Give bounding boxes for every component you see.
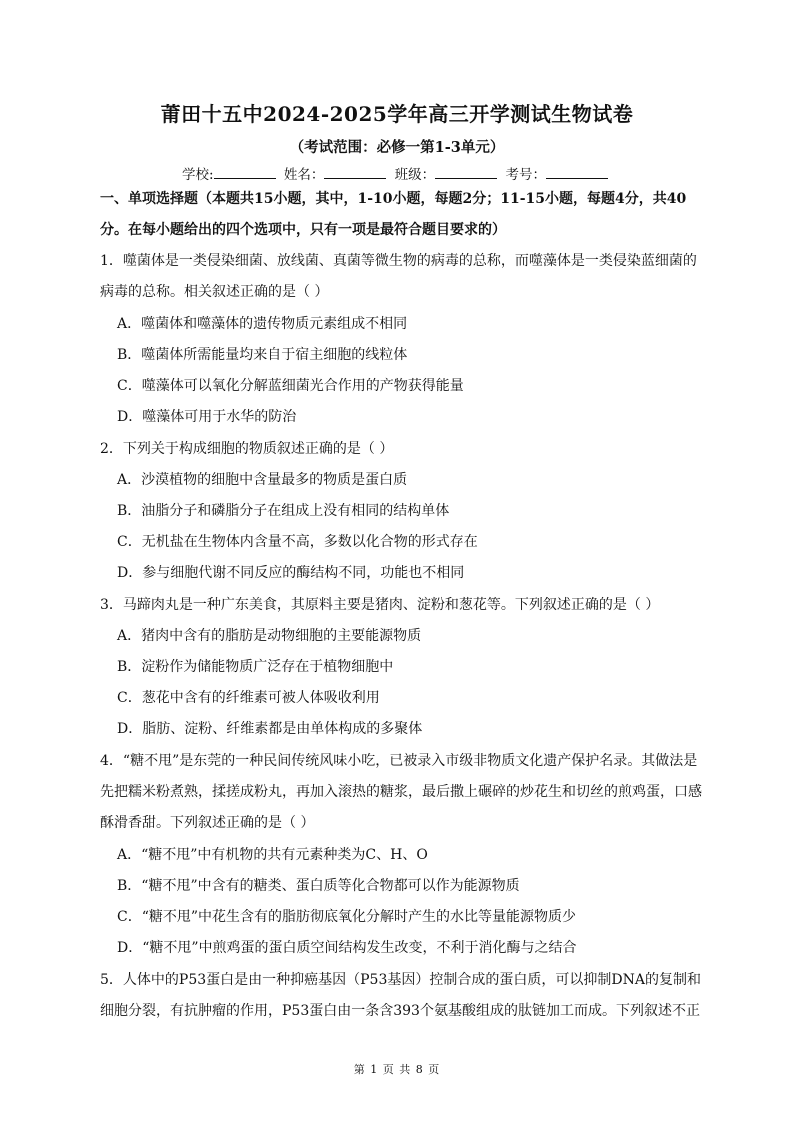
- question-stem: 1．噬菌体是一类侵染细菌、放线菌、真菌等微生物的病毒的总称，而噬藻体是一类侵染蓝细菌的: [100, 253, 697, 269]
- question-stem: 先把糯米粉煮熟，揉搓成粉丸，再加入滚热的糖浆，最后撒上碾碎的炒花生和切丝的煎鸡蛋，口感: [100, 784, 702, 800]
- page-footer: 第 1 页 共 8 页: [353, 1063, 441, 1076]
- question-option: D．“糖不甩”中煎鸡蛋的蛋白质空间结构发生改变，不利于消化酶与之结合: [117, 940, 577, 956]
- question-option: A．噬菌体和噬藻体的遗传物质元素组成不相同: [117, 316, 408, 332]
- question-option: D．脂肪、淀粉、纤维素都是由单体构成的多聚体: [117, 721, 423, 737]
- question-stem: 病毒的总称。相关叙述正确的是（ ）: [100, 284, 329, 300]
- question-option: A．“糖不甩”中有机物的共有元素种类为C、H、O: [117, 847, 428, 863]
- question-option: D．参与细胞代谢不同反应的酶结构不同，功能也不相同: [117, 565, 465, 581]
- question-stem: 酥滑香甜。下列叙述正确的是（ ）: [100, 815, 315, 831]
- section-heading: [100, 184, 700, 246]
- class-blank: [435, 166, 497, 179]
- class-label: 班级：: [394, 167, 436, 183]
- name-label: 姓名：: [283, 167, 325, 183]
- school-label: 学校:: [182, 167, 214, 183]
- question-option: A．沙漠植物的细胞中含量最多的物质是蛋白质: [117, 472, 408, 488]
- question-option: B．噬菌体所需能量均来自于宿主细胞的线粒体: [117, 347, 408, 363]
- question-option: B．“糖不甩”中含有的糖类、蛋白质等化合物都可以作为能源物质: [117, 878, 520, 894]
- question-option: B．油脂分子和磷脂分子在组成上没有相同的结构单体: [117, 503, 450, 519]
- question-option: C．无机盐在生物体内含量不高，多数以化合物的形式存在: [117, 534, 478, 550]
- question-option: B．淀粉作为储能物质广泛存在于植物细胞中: [117, 659, 394, 675]
- question-option: C．葱花中含有的纤维素可被人体吸收利用: [117, 690, 380, 706]
- school-blank: [214, 166, 276, 179]
- number-label: 考号：: [505, 167, 546, 183]
- question-stem: 3．马蹄肉丸是一种广东美食，其原料主要是猪肉、淀粉和葱花等。下列叙述正确的是（ ）: [100, 597, 660, 613]
- question-option: D．噬藻体可用于水华的防治: [117, 409, 297, 425]
- number-blank: [546, 166, 608, 179]
- page-title: 莆田十五中2024-2025学年高三开学测试生物试卷: [160, 102, 634, 126]
- question-option: A．猪肉中含有的脂肪是动物细胞的主要能源物质: [117, 628, 422, 644]
- exam-scope: （考试范围：必修一第1-3单元）: [289, 139, 505, 156]
- question-stem: 细胞分裂，有抗肿瘤的作用，P53蛋白由一条含393个氨基酸组成的肽链加工而成。下列叙述不正: [100, 1003, 700, 1019]
- section-heading-line: 分。在每小题给出的四个选项中，只有一项是最符合题目要求的）: [100, 222, 506, 238]
- question-option: C．“糖不甩”中花生含有的脂肪彻底氧化分解时产生的水比等量能源物质少: [117, 909, 577, 925]
- name-blank: [324, 166, 386, 179]
- question-option: C．噬藻体可以氧化分解蓝细菌光合作用的产物获得能量: [117, 378, 464, 394]
- question-stem: 2．下列关于构成细胞的物质叙述正确的是（ ）: [100, 441, 394, 457]
- section-heading-line: 一、单项选择题（本题共15小题，其中，1-10小题，每题2分；11-15小题，每题4分，共40: [100, 191, 687, 207]
- student-info-row: [0, 163, 794, 183]
- question-stem: 5．人体中的P53蛋白是由一种抑癌基因（P53基因）控制合成的蛋白质，可以抑制DNA的复制和: [100, 972, 701, 988]
- question-stem: 4．“糖不甩”是东莞的一种民间传统风味小吃，已被录入市级非物质文化遗产保护名录。其做法是: [100, 753, 698, 769]
